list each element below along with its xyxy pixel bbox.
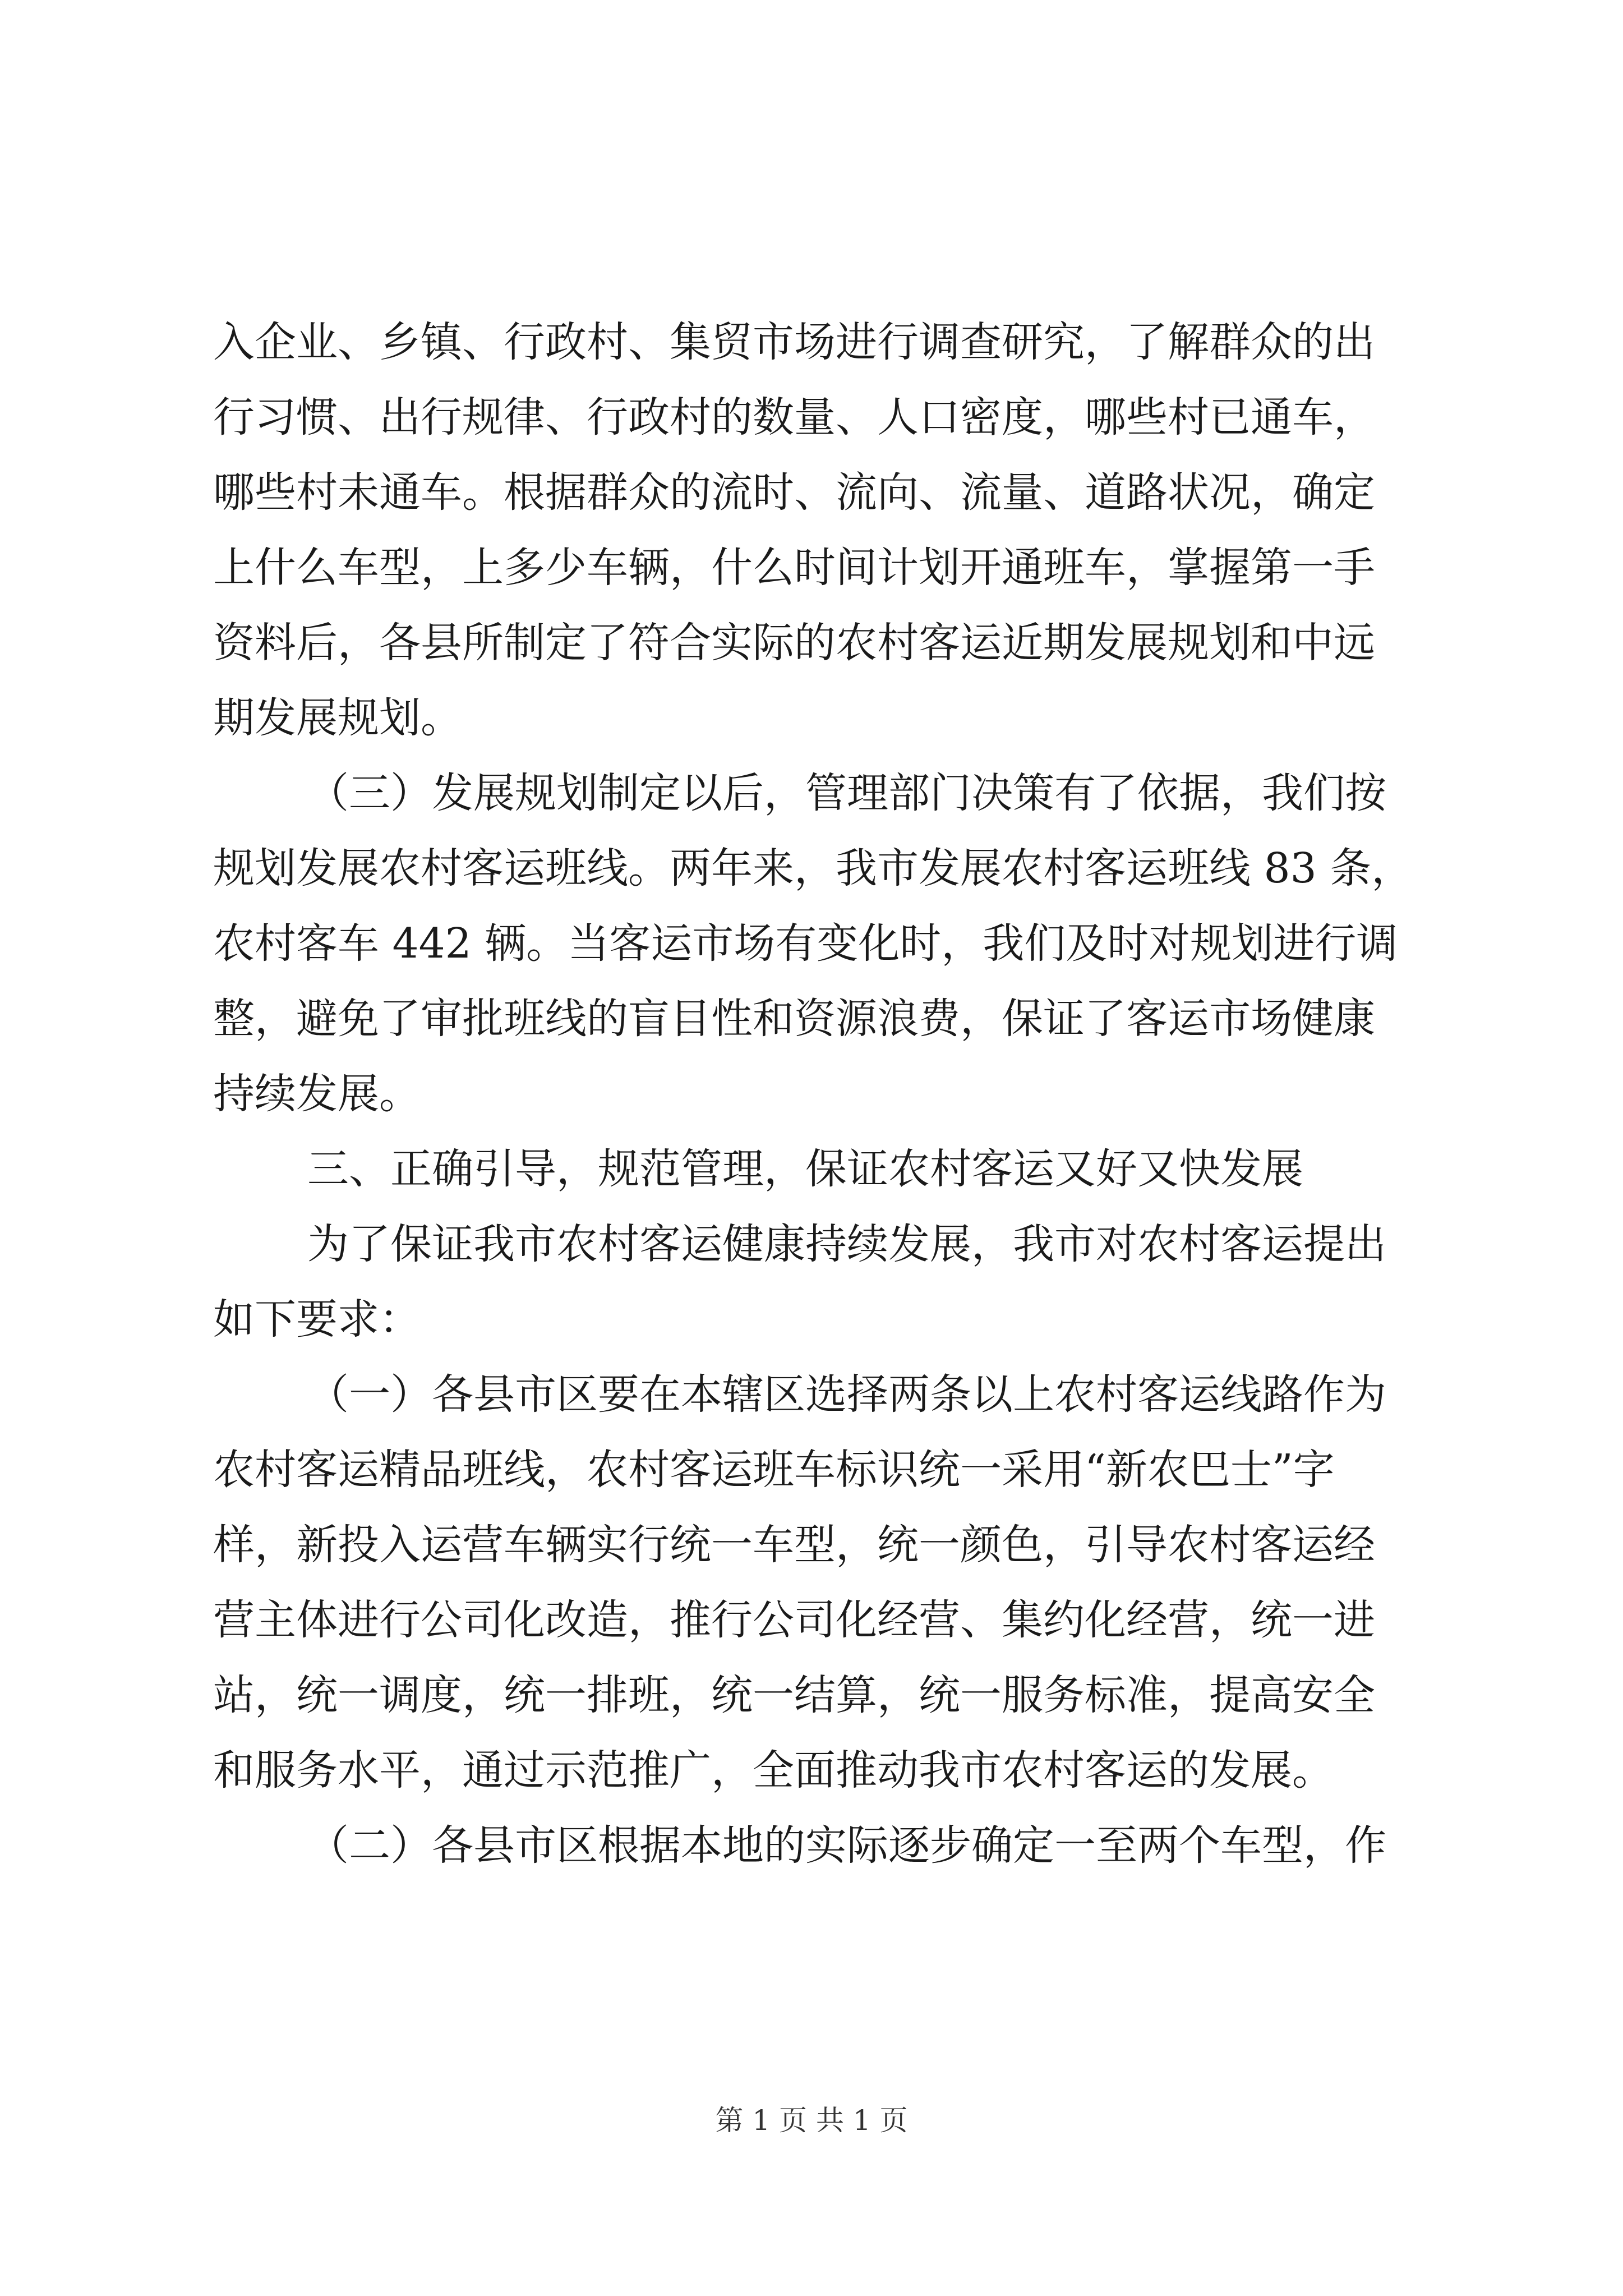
section-heading: 三、正确引导，规范管理，保证农村客运又好又快发展 bbox=[307, 1145, 1303, 1193]
text-line: 农村客运精品班线，农村客运班车标识统一采用“新农巴士”字 bbox=[213, 1446, 1335, 1494]
text-line: （二）各县市区根据本地的实际逐步确定一至两个车型，作 bbox=[307, 1821, 1386, 1870]
text-line: 如下要求： bbox=[213, 1295, 421, 1343]
text-line: 持续发展。 bbox=[213, 1070, 421, 1118]
text-line: 资料后，各县所制定了符合实际的农村客运近期发展规划和中远 bbox=[213, 619, 1375, 667]
text-line: 上什么车型，上多少车辆，什么时间计划开通班车，掌握第一手 bbox=[213, 544, 1375, 592]
text-line: 行习惯、出行规律、行政村的数量、人口密度，哪些村已通车， bbox=[213, 393, 1375, 441]
text-line: 哪些村未通车。根据群众的流时、流向、流量、道路状况，确定 bbox=[213, 468, 1375, 517]
text-line: （三）发展规划制定以后，管理部门决策有了依据，我们按 bbox=[307, 769, 1386, 817]
page-footer: 第 1 页 共 1 页 bbox=[715, 2104, 908, 2137]
text-line: 样，新投入运营车辆实行统一车型，统一颜色，引导农村客运经 bbox=[213, 1521, 1375, 1569]
text-line: 整，避免了审批班线的盲目性和资源浪费，保证了客运市场健康 bbox=[213, 995, 1375, 1043]
text-line: 期发展规划。 bbox=[213, 694, 462, 742]
text-line: 入企业、乡镇、行政村、集贸市场进行调查研究，了解群众的出 bbox=[213, 318, 1375, 366]
text-line: 规划发展农村客运班线。两年来，我市发展农村客运班线 83 条， bbox=[213, 844, 1413, 892]
text-line: 站，统一调度，统一排班，统一结算，统一服务标准，提高安全 bbox=[213, 1671, 1375, 1719]
text-line: 农村客车 442 辆。当客运市场有变化时，我们及时对规划进行调 bbox=[213, 919, 1398, 968]
text-line: 营主体进行公司化改造，推行公司化经营、集约化经营，统一进 bbox=[213, 1596, 1375, 1644]
text-line: 为了保证我市农村客运健康持续发展，我市对农村客运提出 bbox=[307, 1220, 1386, 1268]
text-line: （一）各县市区要在本辖区选择两条以上农村客运线路作为 bbox=[307, 1370, 1386, 1419]
text-line: 和服务水平，通过示范推广，全面推动我市农村客运的发展。 bbox=[213, 1746, 1334, 1795]
